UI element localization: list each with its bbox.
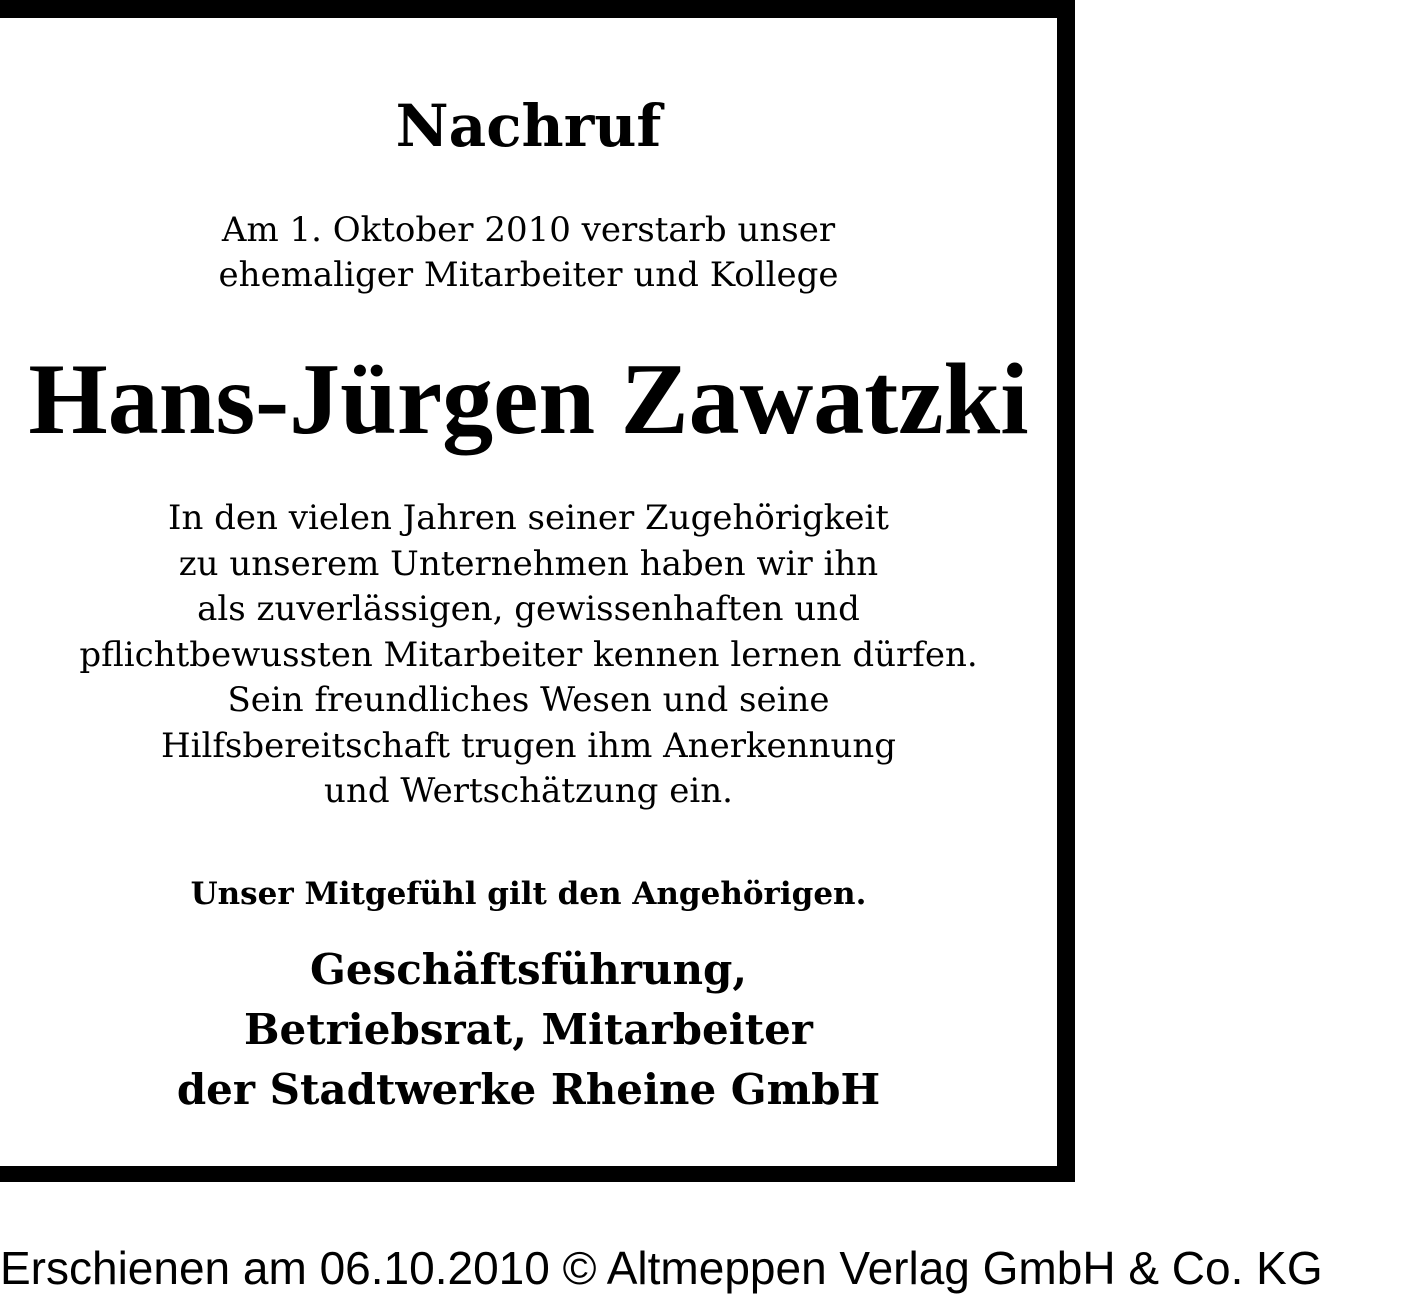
notice-title: Nachruf <box>395 92 662 160</box>
body-line: pflichtbewussten Mitarbeiter kennen lernen dürfen. <box>79 634 978 675</box>
deceased-name: Hans-Jürgen Zawatzki <box>28 343 1029 456</box>
signature-line: der Stadtwerke Rheine GmbH <box>176 1065 881 1114</box>
body-line: und Wertschätzung ein. <box>324 771 733 811</box>
publication-footer: Erschienen am 06.10.2010 © Altmeppen Verlag GmbH & Co. KG <box>0 1242 1323 1294</box>
body-line: zu unserem Unternehmen haben wir ihn <box>178 543 879 584</box>
sympathy-statement: Unser Mitgefühl gilt den Angehörigen. <box>190 876 867 912</box>
signature-line: Geschäftsführung, <box>309 945 747 994</box>
intro-line: ehemaliger Mitarbeiter und Kollege <box>218 255 839 295</box>
body-line: In den vielen Jahren seiner Zugehörigkeit <box>168 498 889 538</box>
notice-signature <box>0 940 1057 1120</box>
body-line: Hilfsbereitschaft trugen ihm Anerkennung <box>160 725 897 766</box>
body-line: Sein freundliches Wesen und seine <box>227 680 830 720</box>
signature-line: Betriebsrat, Mitarbeiter <box>244 1005 813 1054</box>
body-line: als zuverlässigen, gewissenhaften und <box>197 589 860 629</box>
notice-body <box>0 496 1057 815</box>
notice-intro <box>0 208 1057 298</box>
intro-line: Am 1. Oktober 2010 verstarb unser <box>221 210 836 250</box>
